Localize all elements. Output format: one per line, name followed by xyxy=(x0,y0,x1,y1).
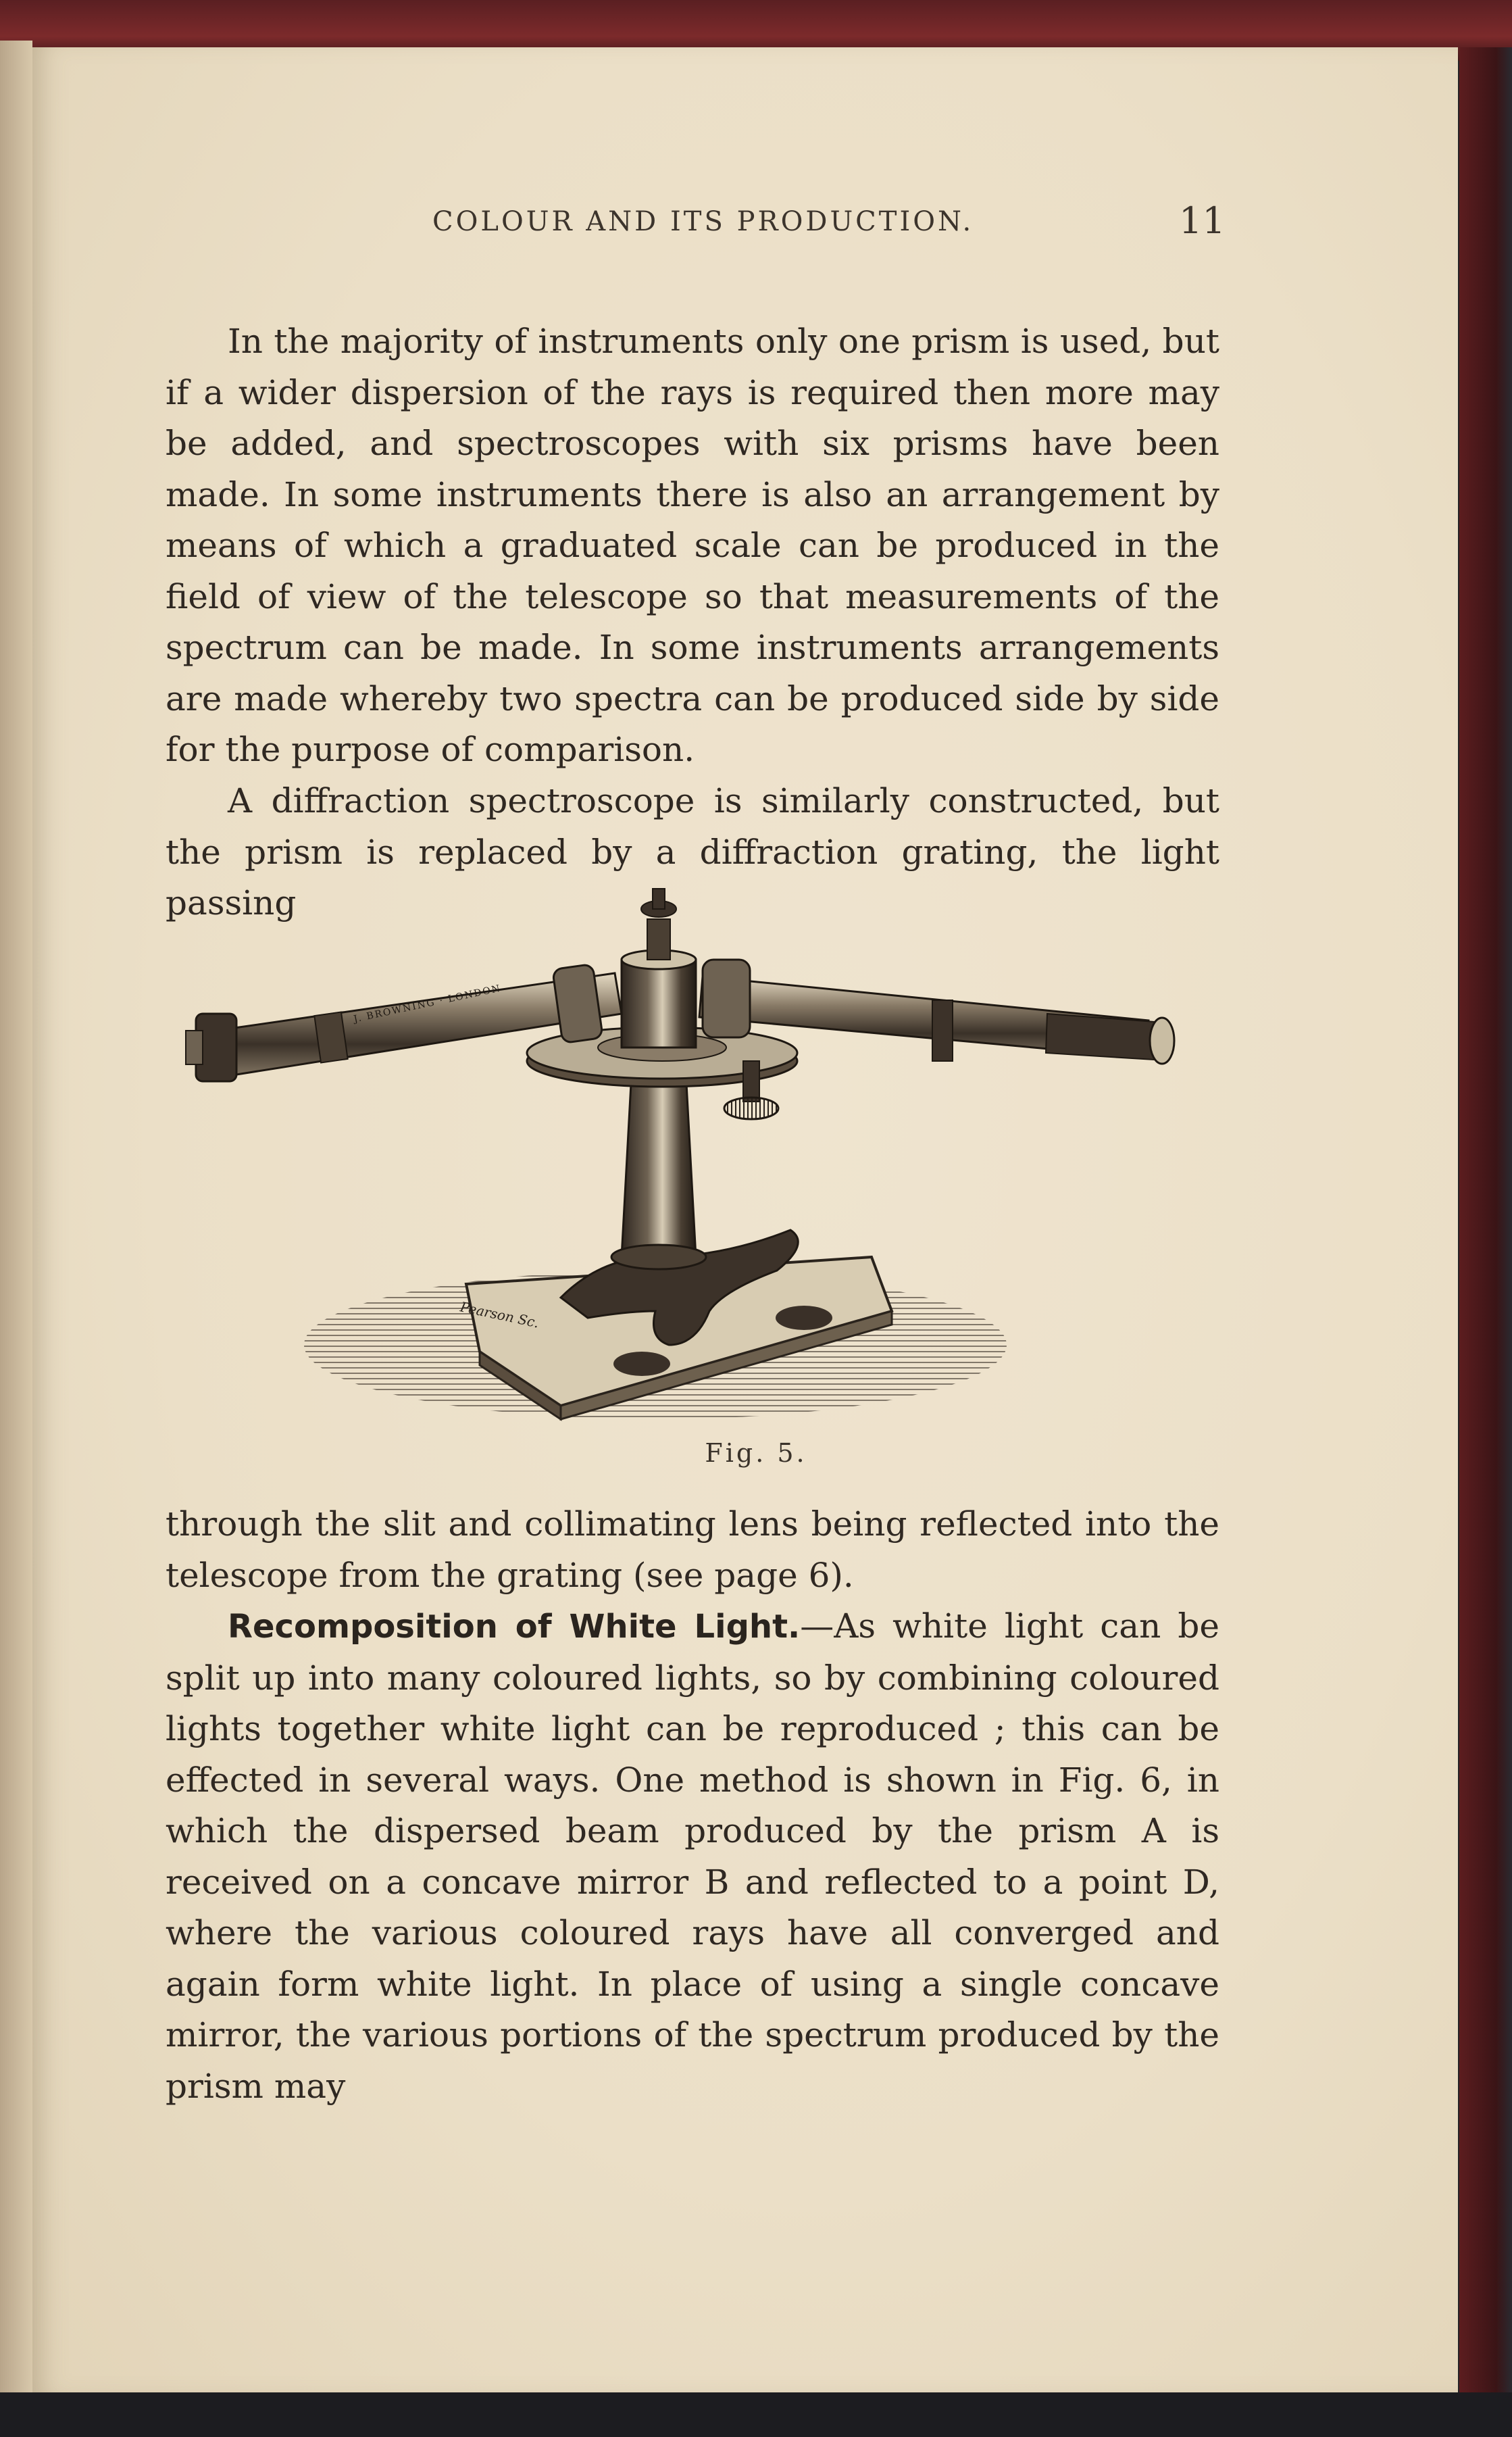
prism-housing xyxy=(622,889,696,1048)
engraver-signature: Pearson Sc. xyxy=(458,1298,541,1331)
paragraph-prisms: In the majority of instruments only one prism is used, but if a wider dispersion of the rays is required then more may be added, and spectroscopes with six prisms have been made. In some instruments there is also an arrangement by means of which a graduated scale can be produced in the field of view of the telescope so that measurements of the spectrum can be made. In some instruments arrangements are made whereby two spectra can be produced side by side for the purpose of comparison. xyxy=(166,322,1219,769)
paragraph-diffraction: A diffraction spectroscope is similarly constructed, but the prism is replaced by a diffraction grating, the light passing xyxy=(166,781,1219,922)
running-head: COLOUR AND ITS PRODUCTION. xyxy=(432,206,974,237)
slit-assembly xyxy=(186,1014,236,1081)
page-number: 11 xyxy=(1179,199,1226,242)
support-column xyxy=(611,1071,706,1269)
page-bottom-background xyxy=(0,2392,1512,2437)
paragraph-grating-continued: through the slit and collimating lens being reflected into the telescope from the grating (see page 6). xyxy=(166,1504,1219,1595)
paragraph-recomposition-body: —As white light can be split up into many coloured lights, so by combining coloured lights together white light can be reproduced ; this can be effected in several ways. One method is shown in Fig. 6, in which the dispersed beam produced by the prism A is received on a concave mirror B and reflected to a point D, where the various coloured rays have all converged and again form white light. In place of using a single concave mirror, the various portions of the spectrum produced by the prism may xyxy=(166,1606,1219,2106)
figure-caption: Fig. 5. xyxy=(705,1438,807,1468)
spectroscope-illustration xyxy=(182,879,1209,1433)
section-heading-recomposition: Recomposition of White Light. xyxy=(228,1608,801,1646)
facing-page-edge xyxy=(0,41,32,2392)
book-cover-right-edge xyxy=(1459,47,1512,2437)
page-header xyxy=(0,199,1512,247)
maker-inscription: J. BROWNING · LONDON xyxy=(353,983,503,1025)
paragraph-recomposition xyxy=(166,1601,1219,2112)
